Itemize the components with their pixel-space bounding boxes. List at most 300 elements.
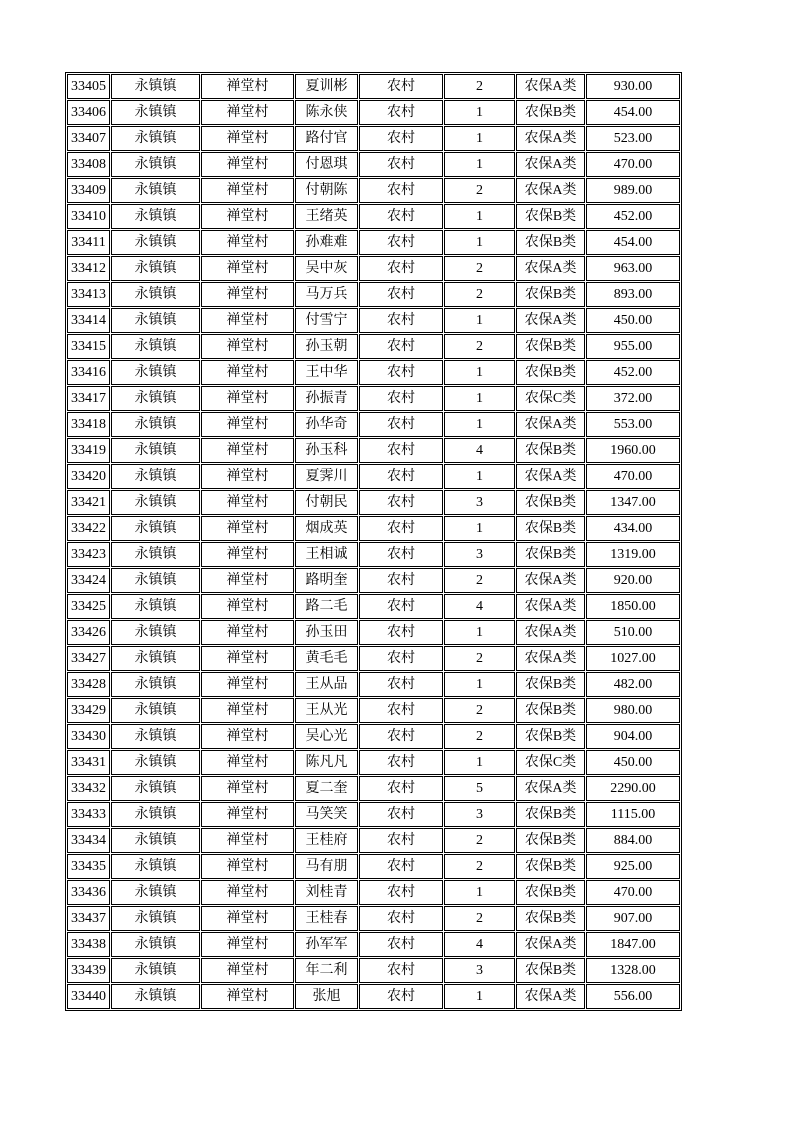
cell-person_count: 2 bbox=[444, 256, 515, 281]
cell-category: 农村 bbox=[359, 542, 443, 567]
table-row bbox=[67, 490, 680, 515]
table-row bbox=[67, 386, 680, 411]
cell-amount: 556.00 bbox=[586, 984, 680, 1009]
cell-category: 农村 bbox=[359, 256, 443, 281]
cell-insurance_type: 农保B类 bbox=[516, 854, 585, 879]
cell-record_id: 33422 bbox=[67, 516, 110, 541]
cell-village: 禅堂村 bbox=[201, 984, 294, 1009]
cell-town: 永镇镇 bbox=[111, 74, 200, 99]
table-row bbox=[67, 698, 680, 723]
cell-person_count: 2 bbox=[444, 568, 515, 593]
cell-category: 农村 bbox=[359, 594, 443, 619]
cell-town: 永镇镇 bbox=[111, 854, 200, 879]
cell-person_count: 1 bbox=[444, 516, 515, 541]
table-row bbox=[67, 438, 680, 463]
table-row bbox=[67, 542, 680, 567]
cell-amount: 510.00 bbox=[586, 620, 680, 645]
cell-village: 禅堂村 bbox=[201, 906, 294, 931]
cell-record_id: 33430 bbox=[67, 724, 110, 749]
cell-amount: 470.00 bbox=[586, 880, 680, 905]
cell-record_id: 33415 bbox=[67, 334, 110, 359]
cell-amount: 1850.00 bbox=[586, 594, 680, 619]
cell-name: 付朝陈 bbox=[295, 178, 358, 203]
cell-category: 农村 bbox=[359, 412, 443, 437]
cell-town: 永镇镇 bbox=[111, 958, 200, 983]
table-row bbox=[67, 126, 680, 151]
cell-amount: 893.00 bbox=[586, 282, 680, 307]
cell-insurance_type: 农保B类 bbox=[516, 282, 585, 307]
cell-category: 农村 bbox=[359, 386, 443, 411]
cell-insurance_type: 农保A类 bbox=[516, 620, 585, 645]
cell-village: 禅堂村 bbox=[201, 308, 294, 333]
cell-town: 永镇镇 bbox=[111, 152, 200, 177]
cell-name: 路二毛 bbox=[295, 594, 358, 619]
cell-town: 永镇镇 bbox=[111, 828, 200, 853]
cell-village: 禅堂村 bbox=[201, 334, 294, 359]
table-row bbox=[67, 750, 680, 775]
cell-town: 永镇镇 bbox=[111, 100, 200, 125]
cell-record_id: 33409 bbox=[67, 178, 110, 203]
cell-record_id: 33418 bbox=[67, 412, 110, 437]
cell-amount: 2290.00 bbox=[586, 776, 680, 801]
cell-village: 禅堂村 bbox=[201, 490, 294, 515]
cell-record_id: 33432 bbox=[67, 776, 110, 801]
cell-village: 禅堂村 bbox=[201, 74, 294, 99]
cell-person_count: 1 bbox=[444, 230, 515, 255]
cell-record_id: 33429 bbox=[67, 698, 110, 723]
cell-village: 禅堂村 bbox=[201, 360, 294, 385]
cell-town: 永镇镇 bbox=[111, 256, 200, 281]
cell-insurance_type: 农保B类 bbox=[516, 672, 585, 697]
cell-record_id: 33434 bbox=[67, 828, 110, 853]
cell-insurance_type: 农保A类 bbox=[516, 594, 585, 619]
cell-name: 黄毛毛 bbox=[295, 646, 358, 671]
cell-amount: 470.00 bbox=[586, 152, 680, 177]
cell-name: 年二利 bbox=[295, 958, 358, 983]
table-row bbox=[67, 230, 680, 255]
cell-insurance_type: 农保B类 bbox=[516, 906, 585, 931]
cell-name: 付恩琪 bbox=[295, 152, 358, 177]
cell-category: 农村 bbox=[359, 932, 443, 957]
cell-name: 付雪宁 bbox=[295, 308, 358, 333]
cell-insurance_type: 农保B类 bbox=[516, 334, 585, 359]
cell-amount: 955.00 bbox=[586, 334, 680, 359]
cell-village: 禅堂村 bbox=[201, 646, 294, 671]
cell-name: 吴心光 bbox=[295, 724, 358, 749]
cell-amount: 884.00 bbox=[586, 828, 680, 853]
cell-record_id: 33408 bbox=[67, 152, 110, 177]
cell-town: 永镇镇 bbox=[111, 516, 200, 541]
cell-amount: 553.00 bbox=[586, 412, 680, 437]
cell-amount: 1027.00 bbox=[586, 646, 680, 671]
table-row bbox=[67, 152, 680, 177]
cell-person_count: 2 bbox=[444, 906, 515, 931]
cell-category: 农村 bbox=[359, 776, 443, 801]
cell-town: 永镇镇 bbox=[111, 568, 200, 593]
cell-village: 禅堂村 bbox=[201, 126, 294, 151]
cell-name: 付朝民 bbox=[295, 490, 358, 515]
cell-person_count: 2 bbox=[444, 282, 515, 307]
cell-category: 农村 bbox=[359, 126, 443, 151]
cell-category: 农村 bbox=[359, 74, 443, 99]
cell-category: 农村 bbox=[359, 152, 443, 177]
cell-name: 孙华奇 bbox=[295, 412, 358, 437]
cell-town: 永镇镇 bbox=[111, 464, 200, 489]
cell-record_id: 33436 bbox=[67, 880, 110, 905]
cell-town: 永镇镇 bbox=[111, 204, 200, 229]
cell-town: 永镇镇 bbox=[111, 932, 200, 957]
cell-person_count: 3 bbox=[444, 490, 515, 515]
cell-amount: 470.00 bbox=[586, 464, 680, 489]
table-row bbox=[67, 464, 680, 489]
cell-insurance_type: 农保B类 bbox=[516, 698, 585, 723]
cell-village: 禅堂村 bbox=[201, 932, 294, 957]
cell-town: 永镇镇 bbox=[111, 594, 200, 619]
cell-record_id: 33406 bbox=[67, 100, 110, 125]
cell-town: 永镇镇 bbox=[111, 126, 200, 151]
cell-village: 禅堂村 bbox=[201, 152, 294, 177]
cell-amount: 450.00 bbox=[586, 750, 680, 775]
cell-record_id: 33423 bbox=[67, 542, 110, 567]
cell-person_count: 1 bbox=[444, 750, 515, 775]
cell-village: 禅堂村 bbox=[201, 854, 294, 879]
cell-person_count: 2 bbox=[444, 854, 515, 879]
cell-insurance_type: 农保C类 bbox=[516, 386, 585, 411]
cell-amount: 907.00 bbox=[586, 906, 680, 931]
cell-name: 吴中灰 bbox=[295, 256, 358, 281]
cell-town: 永镇镇 bbox=[111, 984, 200, 1009]
cell-name: 孙难难 bbox=[295, 230, 358, 255]
cell-insurance_type: 农保B类 bbox=[516, 230, 585, 255]
cell-insurance_type: 农保C类 bbox=[516, 750, 585, 775]
cell-village: 禅堂村 bbox=[201, 828, 294, 853]
cell-amount: 925.00 bbox=[586, 854, 680, 879]
cell-person_count: 1 bbox=[444, 152, 515, 177]
cell-insurance_type: 农保A类 bbox=[516, 412, 585, 437]
cell-record_id: 33437 bbox=[67, 906, 110, 931]
cell-category: 农村 bbox=[359, 308, 443, 333]
cell-category: 农村 bbox=[359, 880, 443, 905]
table-row bbox=[67, 204, 680, 229]
table-row bbox=[67, 828, 680, 853]
cell-town: 永镇镇 bbox=[111, 620, 200, 645]
cell-amount: 1960.00 bbox=[586, 438, 680, 463]
cell-name: 刘桂青 bbox=[295, 880, 358, 905]
cell-person_count: 4 bbox=[444, 932, 515, 957]
cell-insurance_type: 农保A类 bbox=[516, 932, 585, 957]
cell-village: 禅堂村 bbox=[201, 568, 294, 593]
cell-category: 农村 bbox=[359, 750, 443, 775]
cell-insurance_type: 农保A类 bbox=[516, 152, 585, 177]
cell-person_count: 3 bbox=[444, 802, 515, 827]
table-row bbox=[67, 984, 680, 1009]
cell-name: 烟成英 bbox=[295, 516, 358, 541]
cell-amount: 904.00 bbox=[586, 724, 680, 749]
table-row bbox=[67, 646, 680, 671]
cell-category: 农村 bbox=[359, 724, 443, 749]
table-row bbox=[67, 360, 680, 385]
cell-insurance_type: 农保A类 bbox=[516, 464, 585, 489]
cell-village: 禅堂村 bbox=[201, 698, 294, 723]
cell-insurance_type: 农保B类 bbox=[516, 490, 585, 515]
cell-town: 永镇镇 bbox=[111, 880, 200, 905]
cell-village: 禅堂村 bbox=[201, 178, 294, 203]
cell-amount: 1847.00 bbox=[586, 932, 680, 957]
cell-record_id: 33427 bbox=[67, 646, 110, 671]
cell-amount: 1328.00 bbox=[586, 958, 680, 983]
cell-town: 永镇镇 bbox=[111, 412, 200, 437]
cell-insurance_type: 农保B类 bbox=[516, 542, 585, 567]
cell-person_count: 2 bbox=[444, 828, 515, 853]
table-row bbox=[67, 620, 680, 645]
cell-town: 永镇镇 bbox=[111, 906, 200, 931]
cell-category: 农村 bbox=[359, 360, 443, 385]
cell-town: 永镇镇 bbox=[111, 360, 200, 385]
cell-record_id: 33435 bbox=[67, 854, 110, 879]
cell-name: 陈凡凡 bbox=[295, 750, 358, 775]
cell-person_count: 1 bbox=[444, 880, 515, 905]
cell-person_count: 5 bbox=[444, 776, 515, 801]
cell-record_id: 33421 bbox=[67, 490, 110, 515]
cell-record_id: 33416 bbox=[67, 360, 110, 385]
cell-amount: 482.00 bbox=[586, 672, 680, 697]
cell-amount: 980.00 bbox=[586, 698, 680, 723]
cell-category: 农村 bbox=[359, 984, 443, 1009]
cell-village: 禅堂村 bbox=[201, 282, 294, 307]
cell-category: 农村 bbox=[359, 568, 443, 593]
cell-name: 路明奎 bbox=[295, 568, 358, 593]
cell-record_id: 33413 bbox=[67, 282, 110, 307]
cell-name: 王从光 bbox=[295, 698, 358, 723]
cell-category: 农村 bbox=[359, 516, 443, 541]
cell-record_id: 33433 bbox=[67, 802, 110, 827]
cell-amount: 920.00 bbox=[586, 568, 680, 593]
table-row bbox=[67, 802, 680, 827]
cell-name: 孙玉朝 bbox=[295, 334, 358, 359]
cell-name: 王桂春 bbox=[295, 906, 358, 931]
cell-record_id: 33412 bbox=[67, 256, 110, 281]
cell-record_id: 33410 bbox=[67, 204, 110, 229]
cell-village: 禅堂村 bbox=[201, 880, 294, 905]
cell-amount: 452.00 bbox=[586, 204, 680, 229]
cell-village: 禅堂村 bbox=[201, 438, 294, 463]
cell-name: 王中华 bbox=[295, 360, 358, 385]
cell-insurance_type: 农保A类 bbox=[516, 776, 585, 801]
cell-village: 禅堂村 bbox=[201, 386, 294, 411]
cell-village: 禅堂村 bbox=[201, 672, 294, 697]
cell-category: 农村 bbox=[359, 282, 443, 307]
table-row bbox=[67, 906, 680, 931]
table-body bbox=[67, 74, 680, 1009]
cell-amount: 452.00 bbox=[586, 360, 680, 385]
cell-amount: 989.00 bbox=[586, 178, 680, 203]
table-row bbox=[67, 74, 680, 99]
cell-insurance_type: 农保A类 bbox=[516, 178, 585, 203]
cell-name: 马万兵 bbox=[295, 282, 358, 307]
table-row bbox=[67, 412, 680, 437]
cell-name: 夏霁川 bbox=[295, 464, 358, 489]
cell-person_count: 1 bbox=[444, 386, 515, 411]
table-row bbox=[67, 594, 680, 619]
cell-person_count: 1 bbox=[444, 620, 515, 645]
cell-name: 夏二奎 bbox=[295, 776, 358, 801]
cell-name: 孙军军 bbox=[295, 932, 358, 957]
cell-amount: 372.00 bbox=[586, 386, 680, 411]
cell-town: 永镇镇 bbox=[111, 308, 200, 333]
table-row bbox=[67, 958, 680, 983]
cell-category: 农村 bbox=[359, 438, 443, 463]
table-row bbox=[67, 334, 680, 359]
cell-category: 农村 bbox=[359, 906, 443, 931]
cell-insurance_type: 农保A类 bbox=[516, 984, 585, 1009]
cell-amount: 450.00 bbox=[586, 308, 680, 333]
cell-town: 永镇镇 bbox=[111, 230, 200, 255]
cell-category: 农村 bbox=[359, 646, 443, 671]
cell-name: 路付官 bbox=[295, 126, 358, 151]
cell-village: 禅堂村 bbox=[201, 516, 294, 541]
cell-insurance_type: 农保B类 bbox=[516, 958, 585, 983]
cell-person_count: 4 bbox=[444, 594, 515, 619]
cell-amount: 1115.00 bbox=[586, 802, 680, 827]
cell-insurance_type: 农保B类 bbox=[516, 516, 585, 541]
cell-category: 农村 bbox=[359, 178, 443, 203]
table-row bbox=[67, 776, 680, 801]
cell-insurance_type: 农保B类 bbox=[516, 204, 585, 229]
cell-insurance_type: 农保B类 bbox=[516, 360, 585, 385]
cell-record_id: 33439 bbox=[67, 958, 110, 983]
cell-record_id: 33411 bbox=[67, 230, 110, 255]
cell-village: 禅堂村 bbox=[201, 724, 294, 749]
cell-town: 永镇镇 bbox=[111, 776, 200, 801]
cell-category: 农村 bbox=[359, 204, 443, 229]
cell-amount: 454.00 bbox=[586, 230, 680, 255]
cell-amount: 454.00 bbox=[586, 100, 680, 125]
cell-amount: 523.00 bbox=[586, 126, 680, 151]
cell-category: 农村 bbox=[359, 100, 443, 125]
cell-person_count: 1 bbox=[444, 100, 515, 125]
cell-record_id: 33424 bbox=[67, 568, 110, 593]
cell-town: 永镇镇 bbox=[111, 438, 200, 463]
table-row bbox=[67, 178, 680, 203]
cell-person_count: 2 bbox=[444, 178, 515, 203]
table-row bbox=[67, 854, 680, 879]
cell-village: 禅堂村 bbox=[201, 594, 294, 619]
cell-village: 禅堂村 bbox=[201, 802, 294, 827]
cell-category: 农村 bbox=[359, 620, 443, 645]
cell-category: 农村 bbox=[359, 464, 443, 489]
cell-category: 农村 bbox=[359, 334, 443, 359]
cell-person_count: 1 bbox=[444, 672, 515, 697]
cell-insurance_type: 农保A类 bbox=[516, 308, 585, 333]
cell-person_count: 2 bbox=[444, 646, 515, 671]
table-row bbox=[67, 724, 680, 749]
cell-insurance_type: 农保A类 bbox=[516, 256, 585, 281]
cell-name: 陈永侠 bbox=[295, 100, 358, 125]
cell-insurance_type: 农保B类 bbox=[516, 802, 585, 827]
cell-amount: 930.00 bbox=[586, 74, 680, 99]
table-row bbox=[67, 568, 680, 593]
cell-record_id: 33420 bbox=[67, 464, 110, 489]
cell-category: 农村 bbox=[359, 854, 443, 879]
cell-town: 永镇镇 bbox=[111, 490, 200, 515]
cell-person_count: 2 bbox=[444, 698, 515, 723]
cell-village: 禅堂村 bbox=[201, 230, 294, 255]
cell-record_id: 33438 bbox=[67, 932, 110, 957]
cell-category: 农村 bbox=[359, 672, 443, 697]
table-row bbox=[67, 100, 680, 125]
cell-insurance_type: 农保B类 bbox=[516, 828, 585, 853]
cell-town: 永镇镇 bbox=[111, 698, 200, 723]
cell-insurance_type: 农保B类 bbox=[516, 100, 585, 125]
cell-village: 禅堂村 bbox=[201, 542, 294, 567]
cell-village: 禅堂村 bbox=[201, 750, 294, 775]
cell-person_count: 3 bbox=[444, 958, 515, 983]
cell-amount: 1319.00 bbox=[586, 542, 680, 567]
table-row bbox=[67, 256, 680, 281]
cell-name: 马有朋 bbox=[295, 854, 358, 879]
cell-person_count: 2 bbox=[444, 334, 515, 359]
cell-person_count: 2 bbox=[444, 74, 515, 99]
cell-insurance_type: 农保B类 bbox=[516, 880, 585, 905]
cell-record_id: 33431 bbox=[67, 750, 110, 775]
cell-name: 王绪英 bbox=[295, 204, 358, 229]
cell-insurance_type: 农保A类 bbox=[516, 126, 585, 151]
cell-insurance_type: 农保A类 bbox=[516, 74, 585, 99]
cell-name: 王桂府 bbox=[295, 828, 358, 853]
cell-category: 农村 bbox=[359, 958, 443, 983]
table-row bbox=[67, 932, 680, 957]
cell-record_id: 33417 bbox=[67, 386, 110, 411]
cell-record_id: 33426 bbox=[67, 620, 110, 645]
cell-village: 禅堂村 bbox=[201, 100, 294, 125]
pension-roster-table bbox=[65, 72, 682, 1011]
cell-village: 禅堂村 bbox=[201, 256, 294, 281]
cell-category: 农村 bbox=[359, 828, 443, 853]
cell-town: 永镇镇 bbox=[111, 750, 200, 775]
cell-town: 永镇镇 bbox=[111, 282, 200, 307]
cell-town: 永镇镇 bbox=[111, 802, 200, 827]
cell-record_id: 33428 bbox=[67, 672, 110, 697]
cell-village: 禅堂村 bbox=[201, 412, 294, 437]
cell-record_id: 33414 bbox=[67, 308, 110, 333]
table-row bbox=[67, 308, 680, 333]
cell-category: 农村 bbox=[359, 698, 443, 723]
table-row bbox=[67, 282, 680, 307]
cell-insurance_type: 农保A类 bbox=[516, 646, 585, 671]
cell-amount: 1347.00 bbox=[586, 490, 680, 515]
cell-town: 永镇镇 bbox=[111, 672, 200, 697]
cell-name: 孙玉田 bbox=[295, 620, 358, 645]
cell-person_count: 1 bbox=[444, 360, 515, 385]
table-row bbox=[67, 516, 680, 541]
cell-insurance_type: 农保B类 bbox=[516, 438, 585, 463]
cell-insurance_type: 农保A类 bbox=[516, 568, 585, 593]
cell-name: 孙振青 bbox=[295, 386, 358, 411]
cell-town: 永镇镇 bbox=[111, 542, 200, 567]
cell-category: 农村 bbox=[359, 230, 443, 255]
cell-name: 王从品 bbox=[295, 672, 358, 697]
cell-person_count: 1 bbox=[444, 464, 515, 489]
cell-person_count: 1 bbox=[444, 984, 515, 1009]
cell-village: 禅堂村 bbox=[201, 620, 294, 645]
cell-person_count: 1 bbox=[444, 204, 515, 229]
cell-insurance_type: 农保B类 bbox=[516, 724, 585, 749]
cell-name: 王相诚 bbox=[295, 542, 358, 567]
cell-village: 禅堂村 bbox=[201, 776, 294, 801]
table-row bbox=[67, 672, 680, 697]
cell-amount: 963.00 bbox=[586, 256, 680, 281]
cell-town: 永镇镇 bbox=[111, 724, 200, 749]
